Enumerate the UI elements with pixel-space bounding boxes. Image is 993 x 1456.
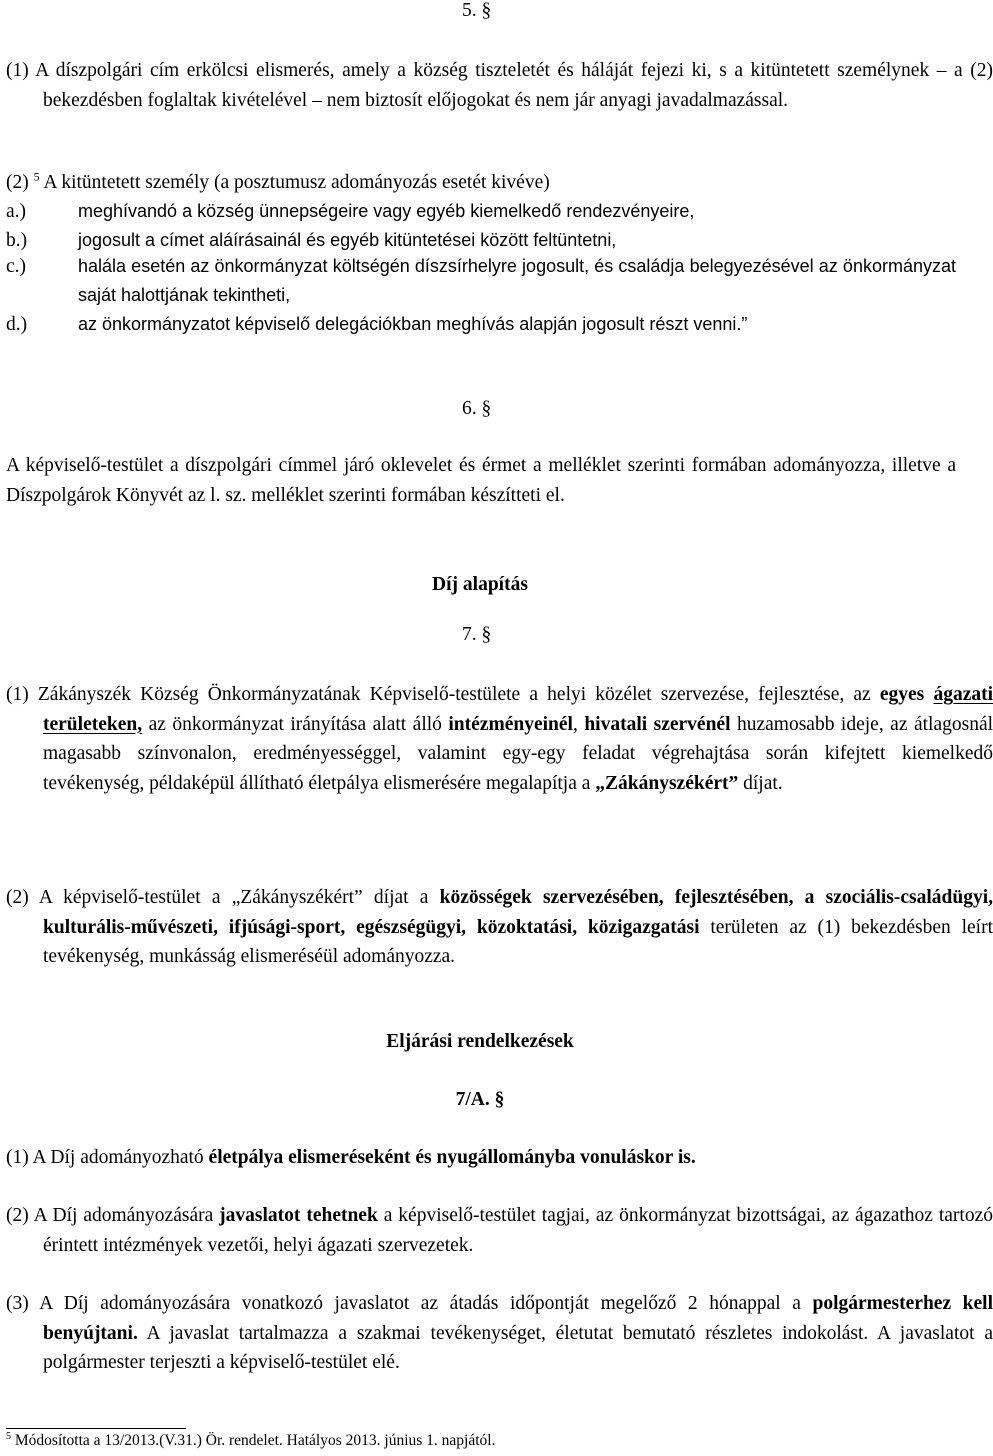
footnote-ref: 5 [33,169,40,184]
section-title-dij-alapitas [0,570,960,600]
section-5-paragraph-2 [6,168,956,198]
paragraph-number: (2) [6,172,29,193]
text-run: területen az (1) bekezdésben leírt tevékenység, munkásság elismeréséül adományozza. [43,916,993,967]
list-item-label: c.) [6,256,27,277]
bold-run: javaslatot tehetnek [219,1205,378,1226]
section-6-heading: 6. § [462,398,492,419]
paragraph-text: A kitüntetett személy (a posztumusz adományozás esetét kivéve) [43,172,550,193]
bold-underline-run: ágazati területeken, [43,684,993,735]
text-run: (3) A Díj adományozására vonatkozó javaslatot az átadás időpontját megelőző 2 hónappal a [6,1293,813,1314]
list-item-text: az önkormányzatot képviselő delegációkban meghívás alapján jogosult részt venni.” [78,314,748,334]
list-item-c [6,252,956,310]
section-heading-text: 7/A. § [455,1089,505,1110]
section-7a-paragraph-3 [6,1289,993,1378]
bold-run: „Zákányszékért” [595,772,739,794]
footnote-number: 5 [6,1430,11,1442]
footnote-text: Módosította a 13/2013.(V.31.) Ör. rendelet. Hatályos 2013. június 1. napjától. [14,1432,496,1449]
section-5-heading: 5. § [462,0,492,21]
text-run: , [572,713,585,735]
list-item-label: a.) [6,201,27,222]
text-run: (1) A Díj adományozható [6,1147,209,1168]
section-title-eljarasi [0,1027,960,1057]
list-item-label: d.) [6,314,28,335]
list-item-text: halála esetén az önkormányzat költségén díszsírhelyre jogosult, és családja belegyezésével az önkormányzat saját halottjának tekintheti, [78,256,956,305]
bold-run: egyes [879,684,925,705]
section-7a-paragraph-2 [6,1201,993,1260]
section-5-paragraph-1: (1) A díszpolgári cím erkölcsi elismerés, amely a község tiszteletét és háláját fejezi ki, s a kitüntetett személynek – a (2) bekezdésben foglaltak kivételével – nem biztosít előjogokat és nem jár anyagi javadalmazással. [6,60,993,111]
text-run: az önkormányzat irányítása alatt álló [142,713,449,735]
section-title-text: Eljárási rendelkezések [386,1031,574,1052]
section-7-paragraph-1 [6,680,993,798]
text-run: A javaslat tartalmazza a szakmai tevékenységet, életutat bemutató részletes indokolást. A javaslatot a polgármester terjeszti a képviselő-testület elé. [43,1322,993,1373]
footnote [6,1431,495,1451]
bold-run: polgármesterhez kell benyújtani. [43,1293,993,1344]
section-7a-heading [0,1085,960,1115]
text-run: a képviselő-testület tagjai, az önkormányzat bizottságai, az ágazathoz tartozó érintett intézmények vezetői, helyi ágazati szervezetek. [43,1205,993,1256]
text-run: (1) Zákányszék Község Önkormányzatának Képviselő-testülete a helyi közélet szervezése, fejlesztése, az [6,684,880,705]
section-6-paragraph: A képviselő-testület a díszpolgári címmel járó oklevelet és érmet a melléklet szerinti formában adományozza, illetve a Díszpolgárok Könyvét az l. sz. melléklet szerinti formában készítteti el. [6,455,956,506]
text-run: díjat. [738,772,783,794]
section-7-heading: 7. § [462,624,492,645]
list-item-a [6,197,956,227]
list-item-text: jogosult a címet aláírásainál és egyéb kitüntetései között feltüntetni, [78,230,617,250]
section-7a-paragraph-1 [6,1143,993,1173]
text-run: (2) A Díj adományozására [6,1205,220,1226]
bold-run: közösségek szervezésében, fejlesztésében, a szociális-családügyi, kulturális-művészeti, ifjúsági-sport, egészségügyi, közoktatási, közigazgatási [43,887,993,938]
list-item-d [6,310,956,340]
bold-run: életpálya elismeréseként és nyugállományba vonuláskor is. [208,1147,696,1168]
list-item-text: meghívandó a község ünnepségeire vagy egyéb kiemelkedő rendezvényeire, [78,201,695,221]
section-7-paragraph-2 [6,883,993,972]
list-item-label: b.) [6,230,28,251]
section-title-text: Díj alapítás [432,574,528,595]
text-run: (2) A képviselő-testület a „Zákányszékért” díjat a [6,887,440,908]
bold-run: intézményeinél [448,713,573,735]
footnote-separator [6,1428,186,1429]
bold-run: hivatali szervénél [584,713,731,735]
text-run: huzamosabb ideje, az átlagosnál magasabb színvonalon, eredményességgel, valamint egy-egy feladat végrehajtása során kifejtett kiemelkedő tevékenység, példaképül állítható életpálya elismerésére megalapítja a [43,713,993,794]
